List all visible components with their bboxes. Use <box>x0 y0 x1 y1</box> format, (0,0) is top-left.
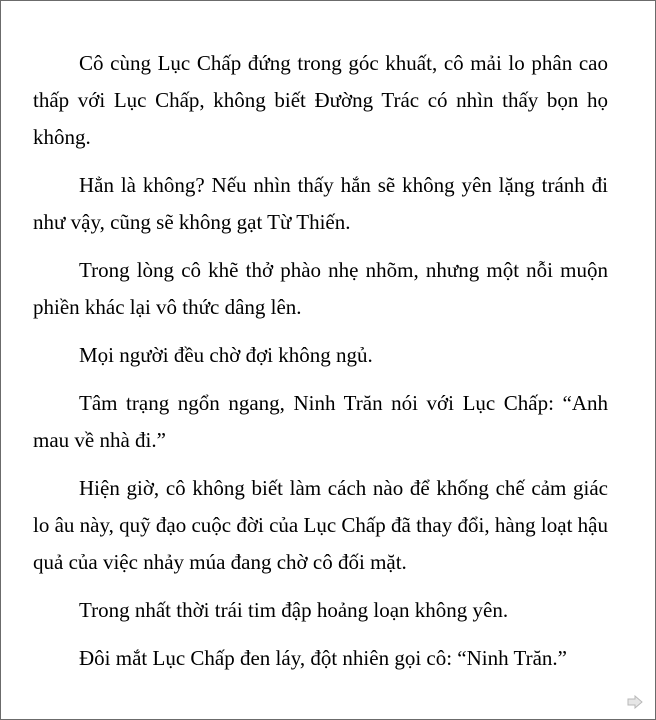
paragraph: Cô cùng Lục Chấp đứng trong góc khuất, cô mải lo phân cao thấp với Lục Chấp, không biết Đường Trác có nhìn thấy bọn họ không. <box>33 51 608 149</box>
paragraph: Trong nhất thời trái tim đập hoảng loạn không yên. <box>79 598 509 622</box>
document-body <box>33 45 608 688</box>
paragraph: Trong lòng cô khẽ thở phào nhẹ nhõm, nhưng một nỗi muộn phiền khác lại vô thức dâng lên. <box>33 258 608 319</box>
paragraph: Hiện giờ, cô không biết làm cách nào để khống chế cảm giác lo âu này, quỹ đạo cuộc đời của Lục Chấp đã thay đổi, hàng loạt hậu quả của việc nhảy múa đang chờ cô đối mặt. <box>33 476 608 574</box>
arrow-right-icon[interactable] <box>627 695 643 709</box>
paragraph: Đôi mắt Lục Chấp đen láy, đột nhiên gọi cô: “Ninh Trăn.” <box>79 646 567 670</box>
paragraph: Tâm trạng ngổn ngang, Ninh Trăn nói với Lục Chấp: “Anh mau về nhà đi.” <box>33 391 608 452</box>
paragraph: Mọi người đều chờ đợi không ngủ. <box>79 343 373 367</box>
paragraph: Hẳn là không? Nếu nhìn thấy hắn sẽ không yên lặng tránh đi như vậy, cũng sẽ không gạt Từ Thiến. <box>33 173 608 234</box>
